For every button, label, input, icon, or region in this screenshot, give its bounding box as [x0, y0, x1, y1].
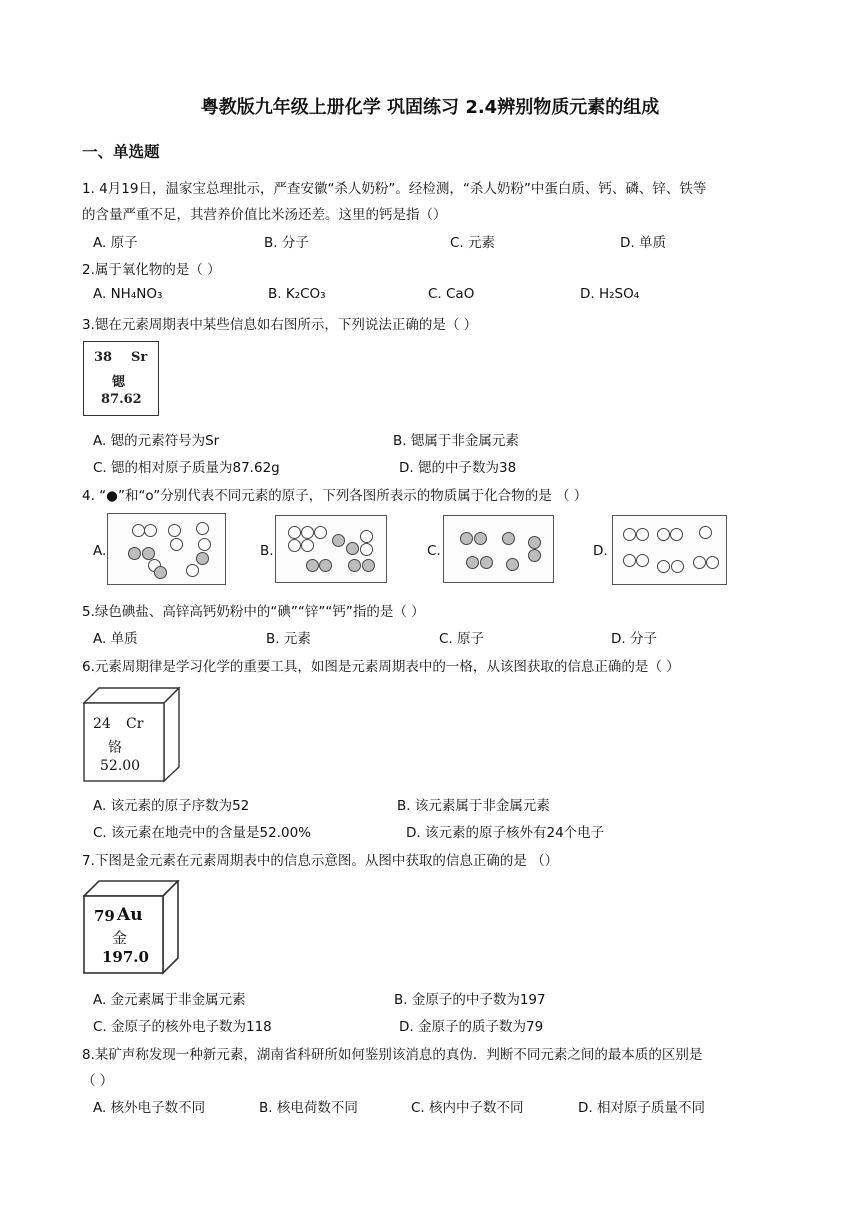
sr-name: 锶 [112, 375, 126, 390]
q8-option-c: C. 核内中子数不同 [411, 1100, 524, 1116]
atom-white [170, 538, 183, 551]
atom-white [636, 528, 649, 541]
atom-white [198, 538, 211, 551]
q2-option-a: A. NH₄NO₃ [93, 286, 163, 302]
atom-white [657, 528, 670, 541]
q2-stem: 2.属于氧化物的是（ ） [82, 262, 221, 278]
atom-dark [154, 566, 167, 579]
q5-option-b: B. 元素 [266, 631, 311, 647]
q8-stem-line2: （ ） [82, 1073, 114, 1089]
q1-stem-line1: 1. 4月19日，温家宝总理批示，严查安徽“杀人奶粉”。经检测，“杀人奶粉”中蛋白质、钙、磷、锌、铁等 [82, 181, 707, 197]
q8-option-a: A. 核外电子数不同 [93, 1100, 206, 1116]
atom-dark [502, 532, 515, 545]
q2-option-d: D. H₂SO₄ [580, 286, 640, 302]
q4-label-b: B. [260, 543, 274, 559]
q6-option-a: A. 该元素的原子序数为52 [93, 798, 250, 814]
sr-element-card [83, 341, 159, 416]
atom-white [657, 560, 670, 573]
atom-dark [506, 558, 519, 571]
atom-white [186, 564, 199, 577]
q1-option-c: C. 元素 [450, 235, 496, 251]
sr-mass: 87.62 [101, 392, 142, 407]
q4-diagram-a [107, 513, 226, 585]
q1-option-a: A. 原子 [93, 235, 138, 251]
atom-white [360, 530, 373, 543]
q4-diagram-b [275, 515, 387, 583]
au-symbol: Au [117, 905, 143, 925]
q4-stem: 4. “●”和“o”分别代表不同元素的原子，下列各图所表示的物质属于化合物的是 （ ） [82, 488, 588, 504]
q5-option-c: C. 原子 [439, 631, 485, 647]
atom-white [671, 560, 684, 573]
atom-white [288, 539, 301, 552]
atom-white [636, 554, 649, 567]
atom-white [693, 556, 706, 569]
q4-diagram-c [443, 515, 554, 583]
atom-dark [348, 559, 361, 572]
q7-option-d: D. 金原子的质子数为79 [399, 1019, 544, 1035]
atom-dark [362, 559, 375, 572]
atom-white [196, 522, 209, 535]
au-atomic-number: 79 [94, 907, 115, 925]
sr-atomic-number: 38 [94, 350, 113, 365]
atom-dark [460, 532, 473, 545]
cr-mass: 52.00 [100, 758, 141, 774]
cr-atomic-number: 24 [93, 716, 111, 732]
au-mass: 197.0 [102, 948, 149, 966]
atom-white [670, 528, 683, 541]
q8-option-b: B. 核电荷数不同 [259, 1100, 358, 1116]
atom-white [144, 524, 157, 537]
atom-dark [474, 532, 487, 545]
q4-label-a: A. [93, 543, 107, 559]
q3-option-b: B. 锶属于非金属元素 [393, 433, 519, 449]
section-heading: 一、单选题 [82, 143, 160, 161]
atom-white [314, 526, 327, 539]
atom-white [301, 526, 314, 539]
atom-white [168, 524, 181, 537]
atom-dark [306, 559, 319, 572]
q8-option-d: D. 相对原子质量不同 [578, 1100, 705, 1116]
q3-option-c: C. 锶的相对原子质量为87.62g [93, 460, 280, 476]
cr-name: 铬 [108, 740, 122, 756]
q1-stem-line2: 的含量严重不足，其营养价值比米汤还差。这里的钙是指（） [82, 207, 447, 223]
q7-stem: 7.下图是金元素在元素周期表中的信息示意图。从图中获取的信息正确的是 （） [82, 853, 559, 869]
q7-option-c: C. 金原子的核外电子数为118 [93, 1019, 272, 1035]
q4-diagram-d [612, 515, 727, 585]
atom-white [623, 554, 636, 567]
page-title: 粤教版九年级上册化学 巩固练习 2.4辨别物质元素的组成 [200, 97, 660, 118]
q2-option-b: B. K₂CO₃ [268, 286, 326, 302]
atom-white [706, 556, 719, 569]
atom-dark [528, 536, 541, 549]
atom-white [360, 543, 373, 556]
q4-label-d: D. [593, 543, 608, 559]
atom-dark [480, 556, 493, 569]
q1-option-b: B. 分子 [264, 235, 309, 251]
atom-dark [196, 552, 209, 565]
au-name: 金 [112, 929, 128, 947]
atom-white [288, 526, 301, 539]
atom-dark [346, 542, 359, 555]
atom-dark [528, 549, 541, 562]
q6-option-d: D. 该元素的原子核外有24个电子 [406, 825, 605, 841]
q7-option-b: B. 金原子的中子数为197 [394, 992, 546, 1008]
atom-white [699, 526, 712, 539]
q1-option-d: D. 单质 [620, 235, 666, 251]
atom-dark [466, 556, 479, 569]
q3-option-d: D. 锶的中子数为38 [399, 460, 517, 476]
cr-symbol: Cr [126, 716, 144, 732]
q3-option-a: A. 锶的元素符号为Sr [93, 433, 220, 449]
q2-option-c: C. CaO [428, 286, 475, 302]
atom-dark [332, 534, 345, 547]
q7-option-a: A. 金元素属于非金属元素 [93, 992, 246, 1008]
q4-label-c: C. [427, 543, 441, 559]
q5-option-d: D. 分子 [611, 631, 657, 647]
atom-dark [128, 547, 141, 560]
q6-option-c: C. 该元素在地壳中的含量是52.00% [93, 825, 311, 841]
q8-stem-line1: 8.某矿声称发现一种新元素，湖南省科研所如何鉴别该消息的真伪．判断不同元素之间的最本质的区别是 [82, 1047, 703, 1063]
q3-stem: 3.锶在元素周期表中某些信息如右图所示，下列说法正确的是（ ） [82, 317, 478, 333]
atom-white [623, 528, 636, 541]
q6-option-b: B. 该元素属于非金属元素 [397, 798, 550, 814]
q5-option-a: A. 单质 [93, 631, 138, 647]
sr-symbol: Sr [131, 350, 148, 365]
q5-stem: 5.绿色碘盐、高锌高钙奶粉中的“碘”“锌”“钙”指的是（ ） [82, 604, 425, 620]
q6-stem: 6.元素周期律是学习化学的重要工具，如图是元素周期表中的一格，从该图获取的信息正确的是（ ） [82, 659, 680, 675]
atom-white [301, 539, 314, 552]
atom-dark [319, 559, 332, 572]
